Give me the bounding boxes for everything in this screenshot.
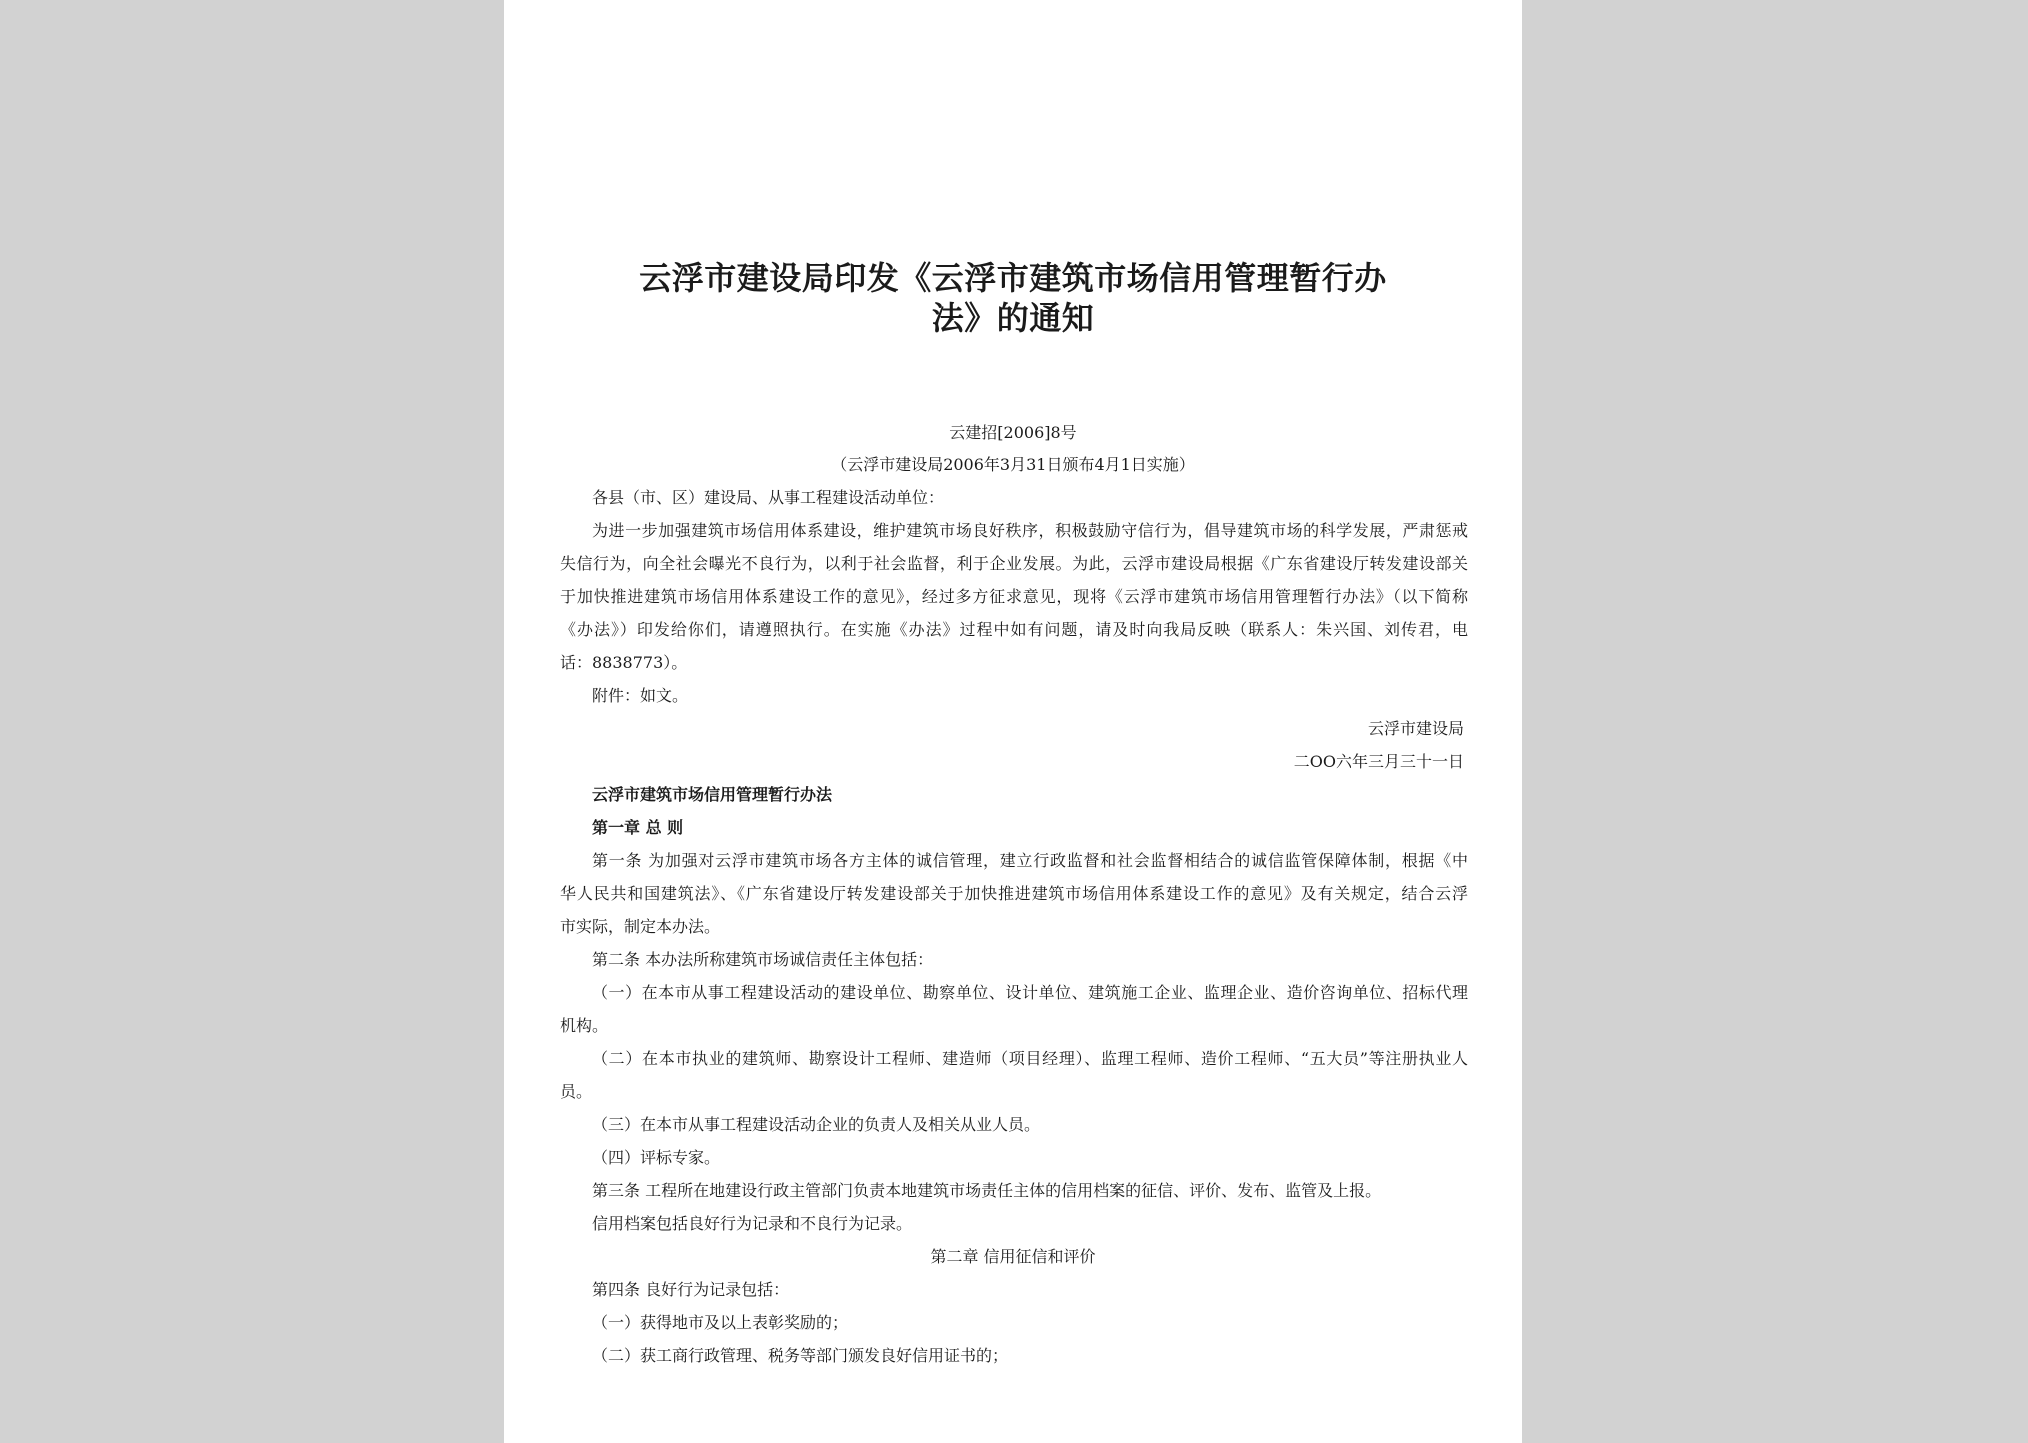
intro-paragraph-line: 《办法》）印发给你们，请遵照执行。在实施《办法》过程中如有问题，请及时向我局反映（联系人：朱兴国、刘传君，电 <box>560 620 1468 639</box>
salutation: 各县（市、区）建设局、从事工程建设活动单位： <box>592 488 945 507</box>
article-2-item-1-line: （一）在本市从事工程建设活动的建设单位、勘察单位、设计单位、建筑施工企业、监理企业、造价咨询单位、招标代理 <box>592 983 1468 1002</box>
article-1-line: 华人民共和国建筑法》、《广东省建设厅转发建设部关于加快推进建筑市场信用体系建设工作的意见》及有关规定，结合云浮 <box>560 884 1468 903</box>
document-title-line-2: 法》的通知 <box>931 299 1095 337</box>
article-2: 第二条 本办法所称建筑市场诚信责任主体包括： <box>592 950 934 969</box>
document-page <box>504 0 1522 1443</box>
article-2-item-1-line: 机构。 <box>560 1016 609 1035</box>
article-4-item-1: （一）获得地市及以上表彰奖励的； <box>592 1313 849 1332</box>
intro-paragraph-line: 于加快推进建筑市场信用体系建设工作的意见》，经过多方征求意见，现将《云浮市建筑市场信用管理暂行办法》（以下简称 <box>560 587 1468 606</box>
signatory: 云浮市建设局 <box>1367 719 1464 738</box>
attachment-note: 附件：如文。 <box>592 686 689 705</box>
signature-date: 二OO六年三月三十一日 <box>1293 752 1464 771</box>
article-4: 第四条 良好行为记录包括： <box>592 1280 790 1299</box>
article-2-item-2-line: 员。 <box>560 1082 593 1101</box>
article-1-line: 市实际，制定本办法。 <box>560 917 721 936</box>
article-2-item-4: （四）评标专家。 <box>592 1148 721 1167</box>
intro-paragraph-line: 话：8838773）。 <box>560 653 688 672</box>
article-1-line: 第一条 为加强对云浮市建筑市场各方主体的诚信管理，建立行政监督和社会监督相结合的诚信监管保障体制，根据《中 <box>592 851 1468 870</box>
intro-paragraph-line: 为进一步加强建筑市场信用体系建设，维护建筑市场良好秩序，积极鼓励守信行为，倡导建筑市场的科学发展，严肃惩戒 <box>592 521 1468 540</box>
article-3-note: 信用档案包括良好行为记录和不良行为记录。 <box>592 1214 913 1233</box>
issue-note: （云浮市建设局2006年3月31日颁布4月1日实施） <box>831 455 1195 474</box>
document-number: 云建招[2006]8号 <box>949 423 1077 442</box>
intro-paragraph-line: 失信行为，向全社会曝光不良行为，以利于社会监督，利于企业发展。为此，云浮市建设局根据《广东省建设厅转发建设部关 <box>560 554 1468 573</box>
article-3: 第三条 工程所在地建设行政主管部门负责本地建筑市场责任主体的信用档案的征信、评价、发布、监管及上报。 <box>592 1181 1382 1200</box>
document-title-line-1: 云浮市建设局印发《云浮市建筑市场信用管理暂行办 <box>639 259 1387 297</box>
article-2-item-3: （三）在本市从事工程建设活动企业的负责人及相关从业人员。 <box>592 1115 1041 1134</box>
chapter-2-heading: 第二章 信用征信和评价 <box>930 1247 1096 1266</box>
article-4-item-2: （二）获工商行政管理、税务等部门颁发良好信用证书的； <box>592 1346 1009 1365</box>
measures-title: 云浮市建筑市场信用管理暂行办法 <box>592 785 833 804</box>
chapter-1-heading: 第一章 总 则 <box>592 818 684 837</box>
article-2-item-2-line: （二）在本市执业的建筑师、勘察设计工程师、建造师（项目经理）、监理工程师、造价工程师、“五大员”等注册执业人 <box>592 1049 1468 1068</box>
